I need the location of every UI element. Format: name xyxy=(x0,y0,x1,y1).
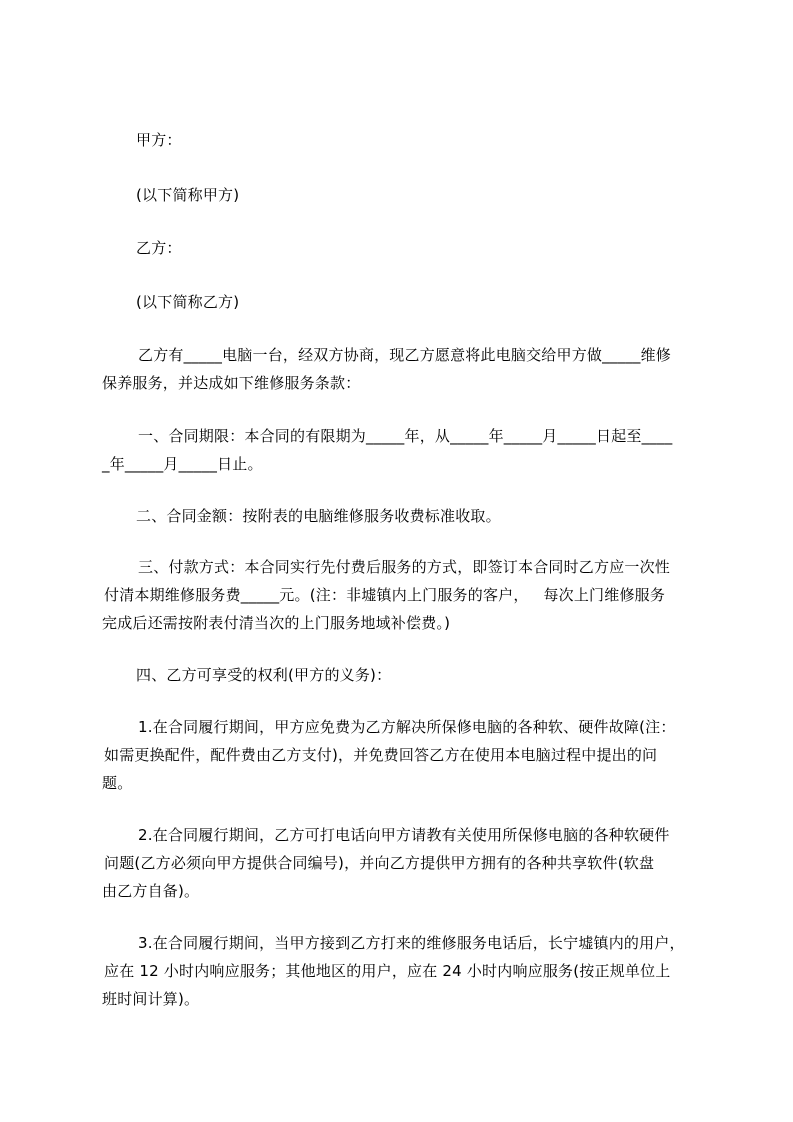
clause-3-line-1: 三、付款方式：本合同实行先付费后服务的方式，即签订本合同时乙方应一次性 xyxy=(138,558,671,576)
clause-1-line-1: 一、合同期限：本合同的有限期为_____年，从_____年_____月_____日起至____ xyxy=(138,427,673,445)
clause-3-line-3: 完成后还需按附表付清当次的上门服务地域补偿费。) xyxy=(102,614,451,632)
clause-4-heading: 四、乙方可享受的权利(甲方的义务)： xyxy=(136,666,392,684)
clause-4-item-3-line-2: 应在 12 小时内响应服务；其他地区的用户，应在 24 小时内响应服务(按正规单位上 xyxy=(104,962,671,980)
clause-4-item-1-line-2: 如需更换配件，配件费由乙方支付)，并免费回答乙方在使用本电脑过程中提出的问 xyxy=(104,746,658,764)
clause-1-line-2: _年_____月_____日止。 xyxy=(102,455,263,473)
clause-4-item-3-line-1: 3.在合同履行期间，当甲方接到乙方打来的维修服务电话后，长宁墟镇内的用户， xyxy=(138,934,685,952)
party-b-label: 乙方： xyxy=(136,239,182,257)
intro-line-2: 保养服务，并达成如下维修服务条款： xyxy=(102,374,361,392)
intro-line-1: 乙方有_____电脑一台，经双方协商，现乙方愿意将此电脑交给甲方做_____维修 xyxy=(138,346,672,364)
party-a-abbrev: (以下简称甲方) xyxy=(136,186,240,204)
clause-3-line-2: 付清本期维修服务费_____元。(注：非墟镇内上门服务的客户， 每次上门维修服务 xyxy=(104,586,666,604)
clause-2-line-1: 二、合同金额：按附表的电脑维修服务收费标准收取。 xyxy=(136,507,501,525)
party-b-abbrev: (以下简称乙方) xyxy=(136,293,240,311)
clause-4-item-1-line-1: 1.在合同履行期间，甲方应免费为乙方解决所保修电脑的各种软、硬件故障(注： xyxy=(138,718,676,736)
clause-4-item-3-line-3: 班时间计算)。 xyxy=(102,990,200,1008)
clause-4-item-1-line-3: 题。 xyxy=(102,774,133,792)
clause-4-item-2-line-1: 2.在合同履行期间，乙方可打电话向甲方请教有关使用所保修电脑的各种软硬件 xyxy=(138,826,670,844)
clause-4-item-2-line-2: 问题(乙方必须向甲方提供合同编号)，并向乙方提供甲方拥有的各种共享软件(软盘 xyxy=(104,854,655,872)
party-a-label: 甲方： xyxy=(136,131,182,149)
clause-4-item-2-line-3: 由乙方自备)。 xyxy=(102,882,200,900)
